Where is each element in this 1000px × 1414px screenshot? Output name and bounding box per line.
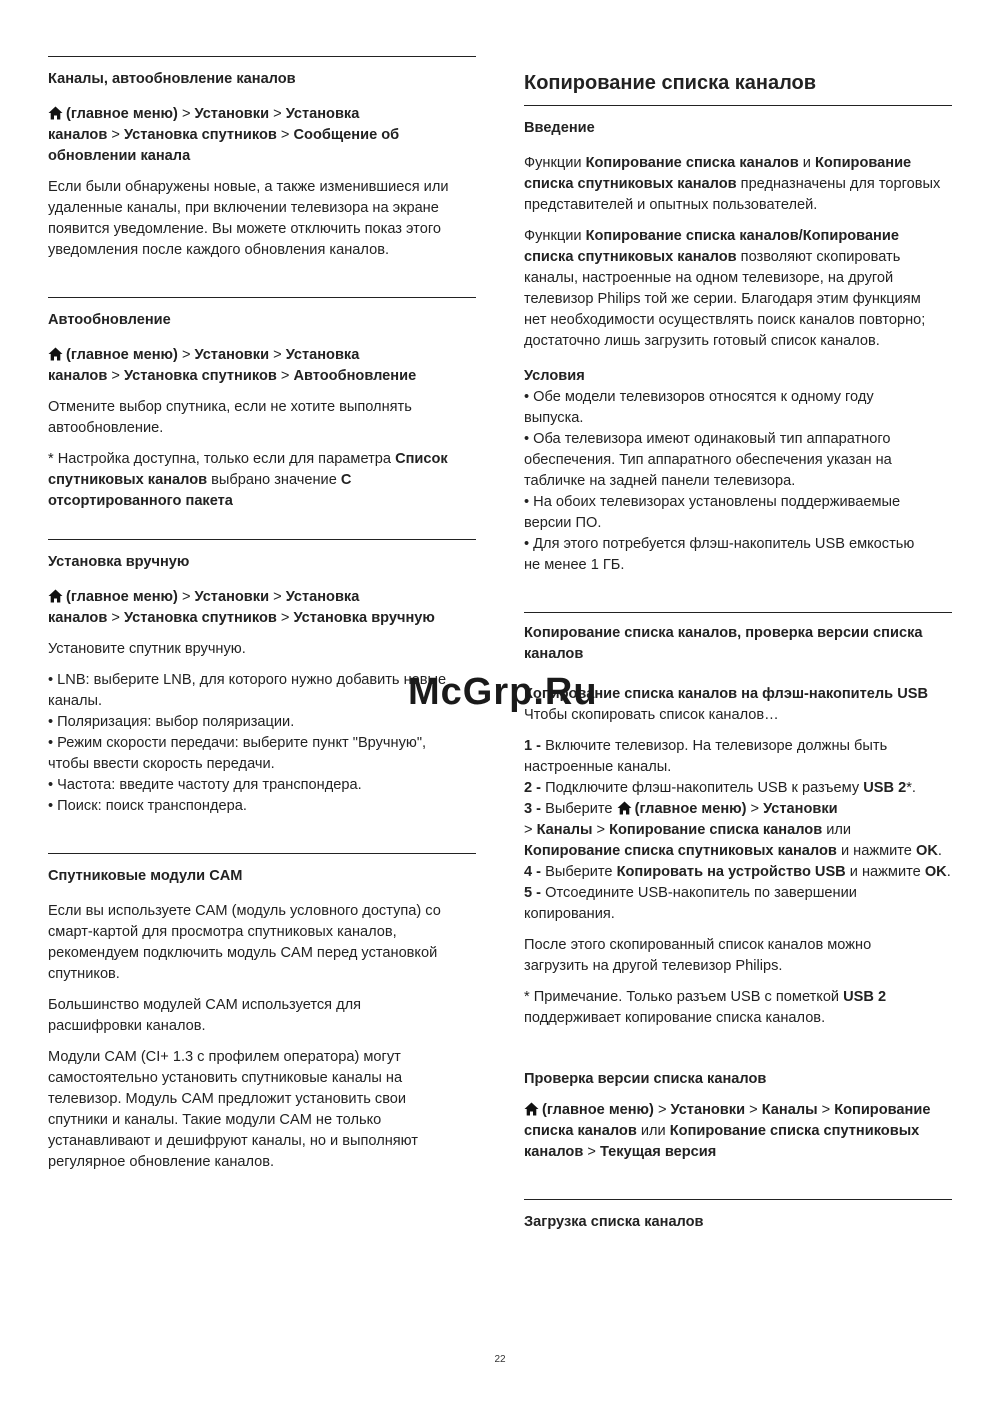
menu-path: (главное меню) > Установки > Установка каналов > Установка спутников > Сообщение об обновлении канала <box>48 106 400 164</box>
section-divider <box>48 297 476 298</box>
section-title-satellite-cam: Спутниковые модули CAM <box>48 868 243 884</box>
body-text: После этого скопированный список каналов можно загрузить на другой телевизор Philips. <box>524 937 872 974</box>
home-icon <box>617 801 632 815</box>
body-text: Модули CAM (CI+ 1.3 с профилем оператора) могут самостоятельно установить спутниковые каналы на телевизор. Модуль CAM предложит установить свои спутники и каналы. Такие модули CAM не только устанавливают и дешифруют каналы, но и выполняют регулярное обновление каналов. <box>48 1049 418 1170</box>
body-text: Установите спутник вручную. <box>48 641 246 657</box>
subsection-title-copy-usb: Копирование списка каналов на флэш-накопитель USB <box>524 686 929 702</box>
body-text: Большинство модулей CAM используется для расшифровки каналов. <box>48 997 362 1034</box>
section-divider <box>48 539 476 540</box>
menu-path: (главное меню) > Установки > Установка каналов > Установка спутников > Установка вручную <box>48 589 435 626</box>
section-title-manual-install: Установка вручную <box>48 554 190 570</box>
bullet-list: • Обе модели телевизоров относятся к одному году выпуска. • Оба телевизора имеют одинаковый тип аппаратного обеспечения. Тип аппаратного обеспечения указан на табличке на задней панели телевизора. • На обоих телевизорах установлены поддерживаемые версии ПО. • Для этого потребуется флэш-накопитель USB емкостью не менее 1 ГБ. <box>524 389 915 573</box>
home-icon <box>48 589 63 603</box>
body-text: Функции Копирование списка каналов/Копирование списка спутниковых каналов позволяют скопировать каналы, настроенные на одном телевизоре, на другой телевизор Philips той же серии. Благодаря этим функциям нет необходимости осуществлять поиск каналов повторно; достаточно лишь загрузить готовый список каналов. <box>524 228 926 349</box>
menu-path: (главное меню) > Установки > Каналы > Копирование списка каналов или Копирование списка спутниковых каналов > Текущая версия <box>524 1102 931 1160</box>
note-text: * Примечание. Только разъем USB с пометкой USB 2 поддерживает копирование списка каналов. <box>524 989 887 1026</box>
section-title-auto-update: Автообновление <box>48 312 171 328</box>
body-text: Если вы используете CAM (модуль условного доступа) со смарт-картой для просмотра спутниковых каналов, рекомендуем подключить модуль CAM перед установкой спутников. <box>48 903 441 982</box>
home-icon <box>48 347 63 361</box>
left-column <box>48 56 476 1173</box>
section-title-load-list: Загрузка списка каналов <box>524 1214 704 1230</box>
section-title-copy-check: Копирование списка каналов, проверка версии списка каналов <box>524 625 923 662</box>
body-text: Функции Копирование списка каналов и Копирование списка спутниковых каналов предназначены для торговых представителей и опытных пользователей. <box>524 155 941 213</box>
section-divider <box>48 56 476 57</box>
home-icon <box>524 1102 539 1116</box>
section-divider <box>524 1199 952 1200</box>
body-text: Чтобы скопировать список каналов… <box>524 707 779 723</box>
section-title-conditions: Условия <box>524 368 585 384</box>
section-title-auto-update-notice: Каналы, автообновление каналов <box>48 71 296 87</box>
page-heading: Копирование списка каналов <box>524 72 817 94</box>
section-title-intro: Введение <box>524 120 595 136</box>
body-text: Если были обнаружены новые, а также изменившиеся или удаленные каналы, при включении телевизора на экране появится уведомление. Вы можете отключить показ этого уведомления после каждого обновления каналов. <box>48 179 449 258</box>
section-divider <box>48 853 476 854</box>
watermark: McGrp.Ru <box>408 671 598 713</box>
heading-divider <box>524 105 952 106</box>
right-column <box>524 70 952 1233</box>
note-text: * Настройка доступна, только если для параметра Список спутниковых каналов выбрано значение С отсортированного пакета <box>48 451 448 509</box>
section-divider <box>524 612 952 613</box>
subsection-title-version: Проверка версии списка каналов <box>524 1071 767 1087</box>
bullet-list: • LNB: выберите LNB, для которого нужно добавить новые каналы. • Поляризация: выбор поляризации. • Режим скорости передачи: выберите пункт "Вручную", чтобы ввести скорость передачи. • Частота: введите частоту для транспондера. • Поиск: поиск транспондера. <box>48 672 447 814</box>
home-icon <box>48 106 63 120</box>
page-number: 22 <box>494 1354 506 1365</box>
steps-list: 1 - Включите телевизор. На телевизоре должны быть настроенные каналы. 2 - Подключите флэш-накопитель USB к разъему USB 2*. 3 - Выберите (главное меню) > Установки > Каналы > Копирование списка каналов или Копирование списка спутниковых каналов и нажмите OK. 4 - Выберите Копировать на устройство USB и нажмите OK. 5 - Отсоедините USB-накопитель по завершении копирования. <box>524 738 951 922</box>
body-text: Отмените выбор спутника, если не хотите выполнять автообновление. <box>48 399 412 436</box>
menu-path: (главное меню) > Установки > Установка каналов > Установка спутников > Автообновление <box>48 347 417 384</box>
